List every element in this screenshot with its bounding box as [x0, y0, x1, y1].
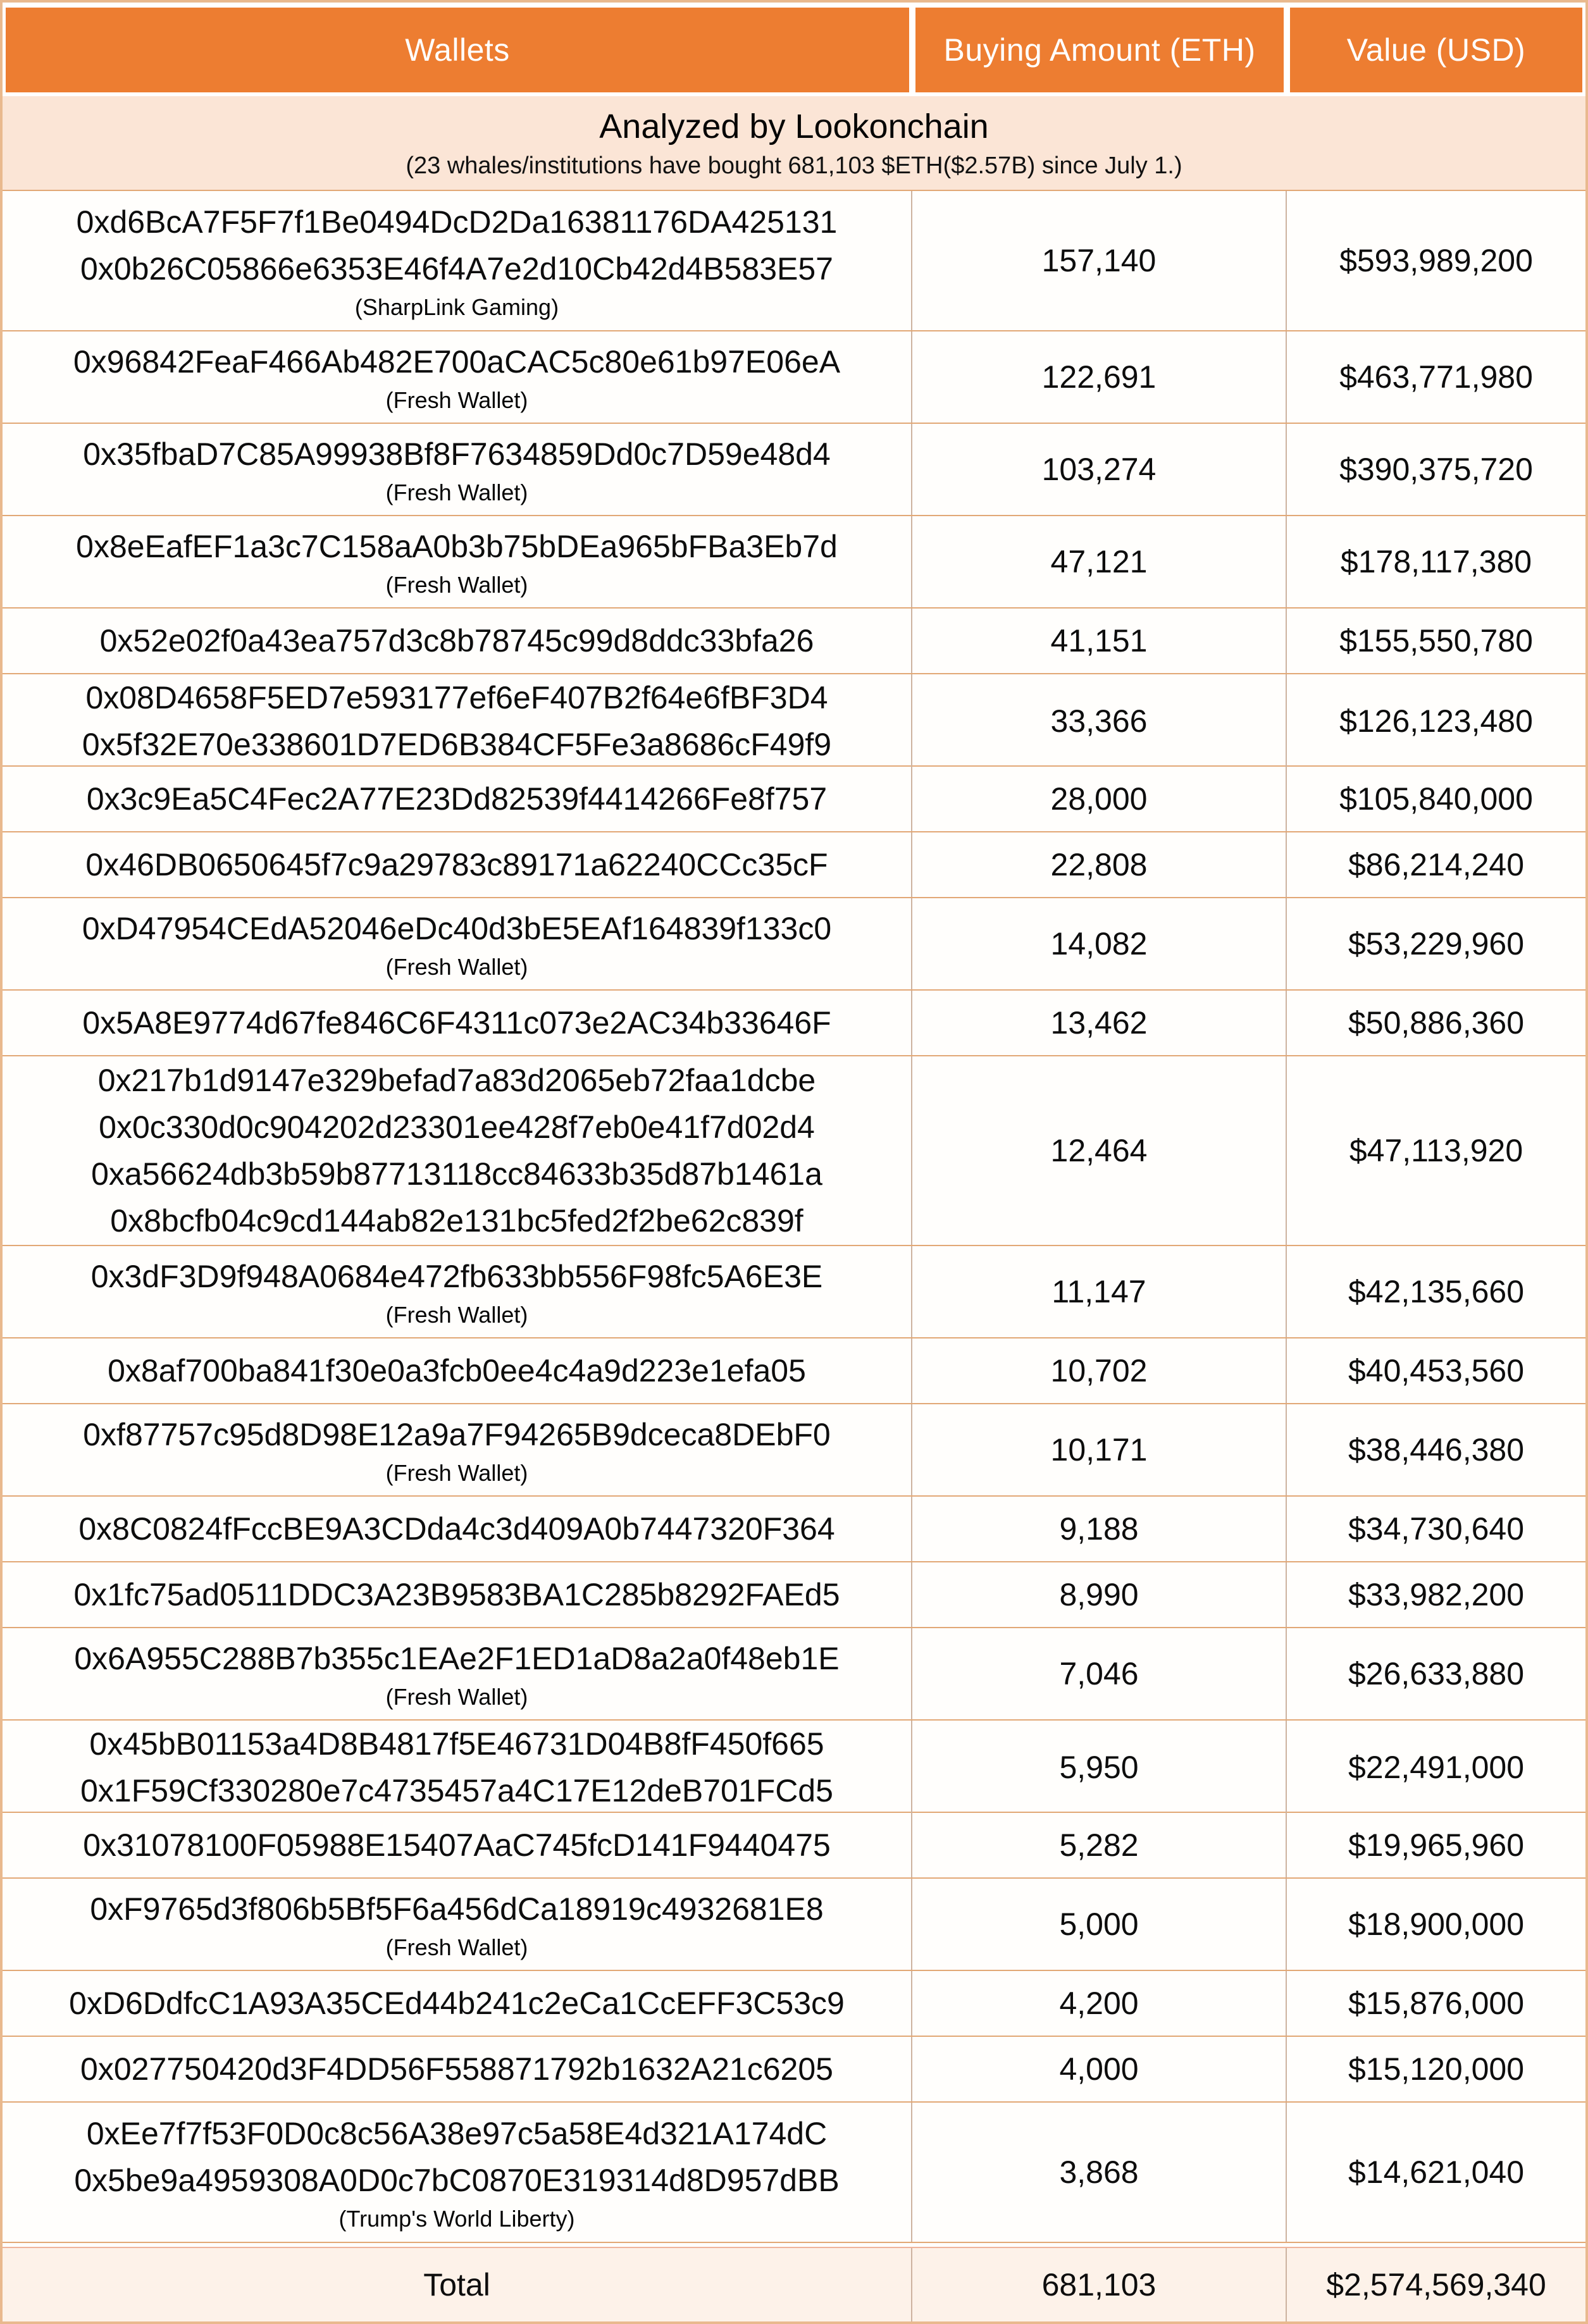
wallet-label: (Fresh Wallet)	[385, 1301, 528, 1328]
value-usd-cell: $26,633,880	[1348, 1656, 1525, 1691]
wallet-cell	[3, 1813, 912, 1877]
table-body	[3, 191, 1585, 2243]
table-row	[3, 1056, 1585, 1246]
wallet-label: (Fresh Wallet)	[385, 1934, 528, 1960]
wallet-address: 0x1F59Cf330280e7c4735457a4C17E12deB701FCd5	[80, 1773, 833, 1808]
table-row	[3, 424, 1585, 516]
table-row	[3, 832, 1585, 898]
wallet-label: (Fresh Wallet)	[385, 386, 528, 413]
wallet-address-list	[3, 1822, 911, 1869]
wallet-label: (SharpLink Gaming)	[354, 294, 559, 320]
wallet-cell	[3, 1562, 912, 1627]
buying-amount-cell: 47,121	[912, 516, 1287, 607]
wallet-label: (Fresh Wallet)	[385, 1683, 528, 1710]
wallet-address: 0x0c330d0c904202d23301ee428f7eb0e41f7d02d4	[99, 1109, 815, 1145]
table-row	[3, 1497, 1585, 1562]
value-usd-cell: $463,771,980	[1339, 359, 1533, 395]
wallet-address: 0x52e02f0a43ea757d3c8b78745c99d8ddc33bfa26	[99, 623, 814, 658]
subtitle-banner	[3, 96, 1585, 191]
buying-amount-cell: 157,140	[912, 191, 1287, 330]
wallet-cell	[3, 991, 912, 1055]
wallet-cell	[3, 1497, 912, 1561]
wallet-address: 0x8eEafEF1a3c7C158aA0b3b75bDEa965bFBa3Eb7d	[76, 528, 838, 564]
wallet-cell	[3, 1721, 912, 1814]
buying-amount-cell: 28,000	[912, 767, 1287, 831]
wallet-address: 0x45bB01153a4D8B4817f5E46731D04B8fF450f665	[89, 1726, 824, 1762]
table-row	[3, 1813, 1585, 1879]
table-row	[3, 1628, 1585, 1721]
subtitle-title: Analyzed by Lookonchain	[599, 107, 989, 145]
wallet-address: 0x08D4658F5ED7e593177ef6eF407B2f64e6fBF3D4	[85, 680, 828, 715]
wallet-address-list	[3, 1411, 911, 1489]
table-header-row	[3, 3, 1585, 96]
wallet-address: 0x96842FeaF466Ab482E700aCAC5c80e61b97E06eA	[73, 343, 841, 380]
wallet-address-list	[3, 617, 911, 664]
wallet-address: 0x35fbaD7C85A99938Bf8F7634859Dd0c7D59e48d4	[83, 436, 831, 472]
value-usd-cell: $155,550,780	[1339, 623, 1533, 658]
wallet-address-list	[3, 199, 911, 323]
wallet-address: 0x8C0824fFccBE9A3CDda4c3d409A0b7447320F364	[78, 1511, 835, 1547]
wallet-address: 0x8af700ba841f30e0a3fcb0ee4c4a9d223e1efa05	[108, 1353, 806, 1388]
wallet-cell	[3, 1971, 912, 2036]
buying-amount-cell: 10,702	[912, 1338, 1287, 1403]
subtitle-note: (23 whales/institutions have bought 681,103 $ETH($2.57B) since July 1.)	[406, 152, 1182, 179]
table-row	[3, 898, 1585, 991]
value-usd-cell: $105,840,000	[1339, 781, 1533, 817]
wallet-label: (Fresh Wallet)	[385, 479, 528, 505]
buying-amount-cell: 41,151	[912, 609, 1287, 673]
wallet-label: (Trump's World Liberty)	[338, 2205, 575, 2232]
wallet-address: 0x6A955C288B7b355c1EAe2F1ED1aD8a2a0f48eb1E	[74, 1640, 840, 1676]
wallet-cell	[3, 1879, 912, 1970]
wallet-address: 0x1fc75ad0511DDC3A23B9583BA1C285b8292FAEd5	[73, 1577, 840, 1612]
wallet-label: (Fresh Wallet)	[385, 571, 528, 598]
wallet-cell	[3, 1338, 912, 1403]
wallet-address: 0x5be9a4959308A0D0c7bC0870E319314d8D957dBB	[74, 2162, 840, 2198]
wallet-address: 0x5A8E9774d67fe846C6F4311c073e2AC34b33646F	[82, 1005, 831, 1041]
wallet-cell	[3, 832, 912, 897]
wallet-cell	[3, 1628, 912, 1719]
wallet-cell	[3, 424, 912, 515]
wallet-address: 0x31078100F05988E15407AaC745fcD141F9440475	[83, 1827, 831, 1863]
value-usd-cell: $22,491,000	[1348, 1750, 1525, 1785]
buying-amount-cell: 9,188	[912, 1497, 1287, 1561]
value-usd-cell: $18,900,000	[1348, 1907, 1525, 1942]
wallet-address: 0x0b26C05866e6353E46f4A7e2d10Cb42d4B583E57	[80, 250, 833, 287]
wallet-cell	[3, 331, 912, 423]
wallet-address-list	[3, 674, 911, 768]
table-row	[3, 1879, 1585, 1971]
value-usd-cell: $126,123,480	[1339, 703, 1533, 739]
wallet-address-list	[3, 338, 911, 416]
wallet-address-list	[3, 1571, 911, 1618]
value-usd-cell: $47,113,920	[1349, 1133, 1523, 1168]
wallet-address: 0xD6DdfcC1A93A35CEd44b241c2eCa1CcEFF3C53c9	[69, 1986, 845, 2021]
table-row	[3, 609, 1585, 674]
buying-amount-cell: 5,282	[912, 1813, 1287, 1877]
wallet-address-list	[3, 776, 911, 822]
wallet-address: 0x217b1d9147e329befad7a83d2065eb72faa1dcbe	[97, 1063, 816, 1098]
table-row	[3, 674, 1585, 767]
table-row	[3, 1246, 1585, 1338]
wallet-address: 0xF9765d3f806b5Bf5F6a456dCa18919c4932681E8	[90, 1891, 824, 1927]
buying-amount-cell: 8,990	[912, 1562, 1287, 1627]
value-usd-cell: $33,982,200	[1348, 1577, 1525, 1612]
value-usd-cell: $50,886,360	[1348, 1005, 1525, 1041]
column-header-buying-amount: Buying Amount (ETH)	[915, 8, 1284, 92]
buying-amount-cell: 122,691	[912, 331, 1287, 423]
table-row	[3, 2103, 1585, 2243]
wallet-address-list	[3, 1347, 911, 1394]
value-usd-cell: $38,446,380	[1348, 1432, 1525, 1468]
wallet-address: 0x3c9Ea5C4Fec2A77E23Dd82539f4414266Fe8f757	[86, 781, 828, 817]
total-amount-eth: 681,103	[912, 2248, 1287, 2321]
wallet-address: 0x46DB0650645f7c9a29783c89171a62240CCc35cF	[85, 847, 828, 882]
wallet-address-list	[3, 841, 911, 888]
buying-amount-cell: 13,462	[912, 991, 1287, 1055]
value-usd-cell: $14,621,040	[1348, 2154, 1525, 2190]
buying-amount-cell: 10,171	[912, 1404, 1287, 1495]
wallet-cell	[3, 1246, 912, 1337]
wallet-label: (Fresh Wallet)	[385, 953, 528, 980]
wallet-address-list	[3, 1980, 911, 2027]
wallet-address-list	[3, 431, 911, 509]
table-row	[3, 1971, 1585, 2037]
wallet-address: 0xa56624db3b59b87713118cc84633b35d87b1461a	[91, 1156, 822, 1192]
wallet-cell	[3, 516, 912, 607]
table-row	[3, 1338, 1585, 1404]
column-header-wallets: Wallets	[6, 8, 909, 92]
table-row	[3, 767, 1585, 832]
buying-amount-cell: 7,046	[912, 1628, 1287, 1719]
wallet-cell	[3, 1404, 912, 1495]
buying-amount-cell: 4,200	[912, 1971, 1287, 2036]
wallet-address-list	[3, 2046, 911, 2092]
table-row	[3, 1562, 1585, 1628]
wallet-address-list	[3, 523, 911, 601]
value-usd-cell: $40,453,560	[1348, 1353, 1525, 1388]
wallet-address: 0x3dF3D9f948A0684e472fb633bb556F98fc5A6E3E	[90, 1258, 823, 1294]
value-usd-cell: $593,989,200	[1339, 243, 1533, 278]
total-value-usd: $2,574,569,340	[1326, 2267, 1546, 2302]
wallet-address-list	[3, 999, 911, 1046]
table-row	[3, 331, 1585, 424]
column-header-value: Value (USD)	[1290, 8, 1582, 92]
value-usd-cell: $53,229,960	[1348, 926, 1525, 961]
wallet-address: 0x8bcfb04c9cd144ab82e131bc5fed2f2be62c839f	[110, 1203, 803, 1239]
buying-amount-cell: 5,000	[912, 1879, 1287, 1970]
wallet-address-list	[3, 1721, 911, 1814]
wallet-cell	[3, 767, 912, 831]
value-usd-cell: $42,135,660	[1348, 1274, 1525, 1309]
value-usd-cell: $86,214,240	[1348, 847, 1525, 882]
wallet-address-list	[3, 1505, 911, 1552]
wallet-address: 0xD47954CEdA52046eDc40d3bE5EAf164839f133c0	[82, 910, 832, 946]
total-row	[3, 2247, 1585, 2321]
buying-amount-cell: 11,147	[912, 1246, 1287, 1337]
table-row	[3, 516, 1585, 609]
wallet-address: 0x027750420d3F4DD56F558871792b1632A21c6205	[80, 2051, 833, 2087]
wallet-cell	[3, 609, 912, 673]
table-row	[3, 1721, 1585, 1813]
value-usd-cell: $19,965,960	[1348, 1827, 1525, 1863]
wallet-address-list	[3, 905, 911, 983]
wallet-cell	[3, 1056, 912, 1245]
table-row	[3, 191, 1585, 331]
wallet-cell	[3, 898, 912, 989]
buying-amount-cell: 12,464	[912, 1056, 1287, 1245]
table-row	[3, 991, 1585, 1056]
wallet-address: 0x5f32E70e338601D7ED6B384CF5Fe3a8686cF49f9	[82, 727, 832, 762]
value-usd-cell: $34,730,640	[1348, 1511, 1525, 1547]
value-usd-cell: $390,375,720	[1339, 452, 1533, 487]
wallet-cell	[3, 674, 912, 768]
wallet-address-list	[3, 2110, 911, 2235]
wallet-address-list	[3, 1635, 911, 1713]
buying-amount-cell: 14,082	[912, 898, 1287, 989]
wallet-address-list	[3, 1886, 911, 1963]
buying-amount-cell: 22,808	[912, 832, 1287, 897]
buying-amount-cell: 33,366	[912, 674, 1287, 768]
table-row	[3, 1404, 1585, 1497]
value-usd-cell: $15,876,000	[1348, 1986, 1525, 2021]
wallet-address: 0xf87757c95d8D98E12a9a7F94265B9dceca8DEbF0	[83, 1416, 831, 1452]
total-label: Total	[3, 2248, 912, 2321]
wallet-address: 0xd6BcA7F5F7f1Be0494DcD2Da16381176DA425131	[76, 204, 838, 240]
value-usd-cell: $15,120,000	[1348, 2051, 1525, 2087]
buying-amount-cell: 103,274	[912, 424, 1287, 515]
buying-amount-cell: 4,000	[912, 2037, 1287, 2101]
table-row	[3, 2037, 1585, 2103]
buying-amount-cell: 3,868	[912, 2103, 1287, 2242]
value-usd-cell: $178,117,380	[1340, 544, 1532, 579]
wallet-address-list	[3, 1253, 911, 1331]
wallet-address-list	[3, 1057, 911, 1244]
wallet-cell	[3, 191, 912, 330]
wallet-address: 0xEe7f7f53F0D0c8c56A38e97c5a58E4d321A174dC	[86, 2115, 828, 2151]
wallet-label: (Fresh Wallet)	[385, 1459, 528, 1486]
wallet-cell	[3, 2103, 912, 2242]
wallet-cell	[3, 2037, 912, 2101]
buying-amount-cell: 5,950	[912, 1721, 1287, 1814]
